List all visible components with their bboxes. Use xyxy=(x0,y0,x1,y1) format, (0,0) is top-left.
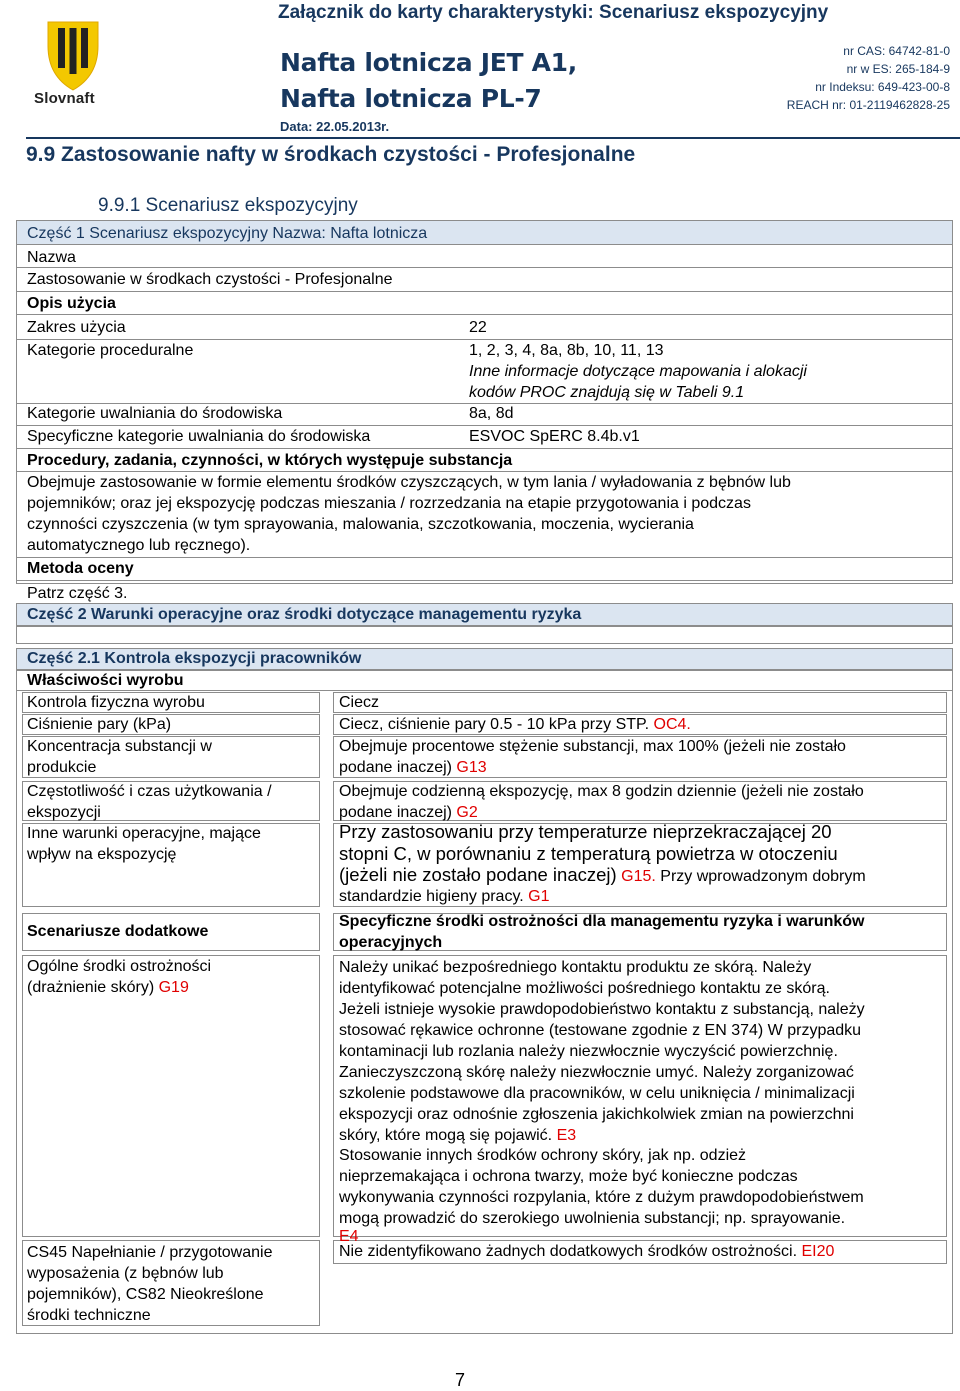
concentration-label-line1: Koncentracja substancji w xyxy=(27,738,212,755)
code-e4: E4 xyxy=(339,1228,359,1245)
general-text2-line1: Stosowanie innych środków ochrony skóry, jak np. odzież xyxy=(339,1147,747,1164)
general-text-line4: stosować rękawice ochronne (testowane zgodnie z EN 374) W przypadku xyxy=(339,1022,862,1039)
code-ei20: EI20 xyxy=(801,1243,835,1260)
reach-number: REACH nr: 01-2119462828-25 xyxy=(786,98,950,112)
general-text2-line2: nieprzemakająca i ochrona twarzy, może być konieczne podczas xyxy=(339,1168,798,1185)
index-number: nr Indeksu: 649-423-00-8 xyxy=(815,80,950,94)
name-value: Zastosowanie w środkach czystości - Profesjonalne xyxy=(27,271,393,288)
cas-number: nr CAS: 64742-81-0 xyxy=(843,44,950,58)
cs45-label-line1: CS45 Napełnianie / przygotowanie xyxy=(27,1244,273,1261)
procedures-line3: czynności czyszczenia (w tym sprayowania, malowania, szczotkowania, moczenia, wycierania xyxy=(27,516,694,533)
cs45-label-line2: wyposażenia (z bębnów lub xyxy=(27,1265,224,1282)
subsection-title: 9.9.1 Scenariusz ekspozycyjny xyxy=(98,195,358,216)
procedures-line4: automatycznego lub ręcznego). xyxy=(27,537,251,554)
concentration-label-line2: produkcie xyxy=(27,759,97,776)
other-conditions-line4: standardzie higieny pracy. G1 xyxy=(339,888,550,905)
procedures-line1: Obejmuje zastosowanie w formie elementu środków czyszczących, w tym lania / wyładowania z bębnów lub xyxy=(27,474,791,491)
document-title: Załącznik do karty charakterystyki: Scenariusz ekspozycyjny xyxy=(278,2,829,23)
specific-measures-line2: operacyjnych xyxy=(339,934,443,951)
cs45-label-line4: środki techniczne xyxy=(27,1307,151,1324)
product-name-line1: Nafta lotnicza JET A1, xyxy=(280,48,577,77)
general-text-line9: skóry, które mogą się pojawić. E3 xyxy=(339,1127,577,1144)
name-label: Nazwa xyxy=(27,249,76,266)
proc-category-value: 1, 2, 3, 4, 8a, 8b, 10, 11, 13 xyxy=(469,342,664,359)
additional-scenarios-label: Scenariusze dodatkowe xyxy=(27,923,209,940)
method-label: Metoda oceny xyxy=(27,560,134,577)
physical-form-label: Kontrola fizyczna wyrobu xyxy=(27,694,205,711)
general-text-line5: kontaminacji lub rozlania należy niezwłocznie wyczyścić powierzchnię. xyxy=(339,1043,838,1060)
code-g1: G1 xyxy=(528,888,550,905)
proc-note-line1: Inne informacje dotyczące mapowania i alokacji xyxy=(469,363,807,380)
proc-note-line2: kodów PROC znajdują się w Tabeli 9.1 xyxy=(469,384,745,401)
use-scope-value: 22 xyxy=(469,319,487,336)
frequency-label-line2: ekspozycji xyxy=(27,804,101,821)
document-date: Data: 22.05.2013r. xyxy=(280,119,390,134)
method-value: Patrz część 3. xyxy=(27,585,128,602)
general-text-line7: szkolenie podstawowe dla pracowników, w celu uniknięcia / minimalizacji xyxy=(339,1085,855,1102)
general-measures-label-line1: Ogólne środki ostrożności xyxy=(27,958,212,975)
other-conditions-line3: (jeżeli nie zostało podane inaczej) G15. Przy wprowadzonym dobrym xyxy=(339,864,866,885)
es-number: nr w ES: 265-184-9 xyxy=(846,62,950,76)
procedures-line2: pojemników; oraz jej ekspozycję podczas mieszania / rozrzedzania na etapie przygotowania i podczas xyxy=(27,495,751,512)
other-conditions-label-line2: wpływ na ekspozycję xyxy=(27,846,177,863)
spec-env-release-label: Specyficzne kategorie uwalniania do środowiska xyxy=(27,428,371,445)
env-release-value: 8a, 8d xyxy=(469,405,514,422)
slovnaft-logo xyxy=(30,18,116,110)
section-title: 9.9 Zastosowanie nafty w środkach czystości - Profesjonalne xyxy=(26,143,636,166)
cs45-value: Nie zidentyfikowano żadnych dodatkowych środków ostrożności. EI20 xyxy=(339,1243,835,1260)
page-number: 7 xyxy=(455,1370,466,1390)
part1-heading: Część 1 Scenariusz ekspozycyjny Nazwa: Nafta lotnicza xyxy=(27,225,428,242)
code-oc4: OC4. xyxy=(653,716,691,733)
part2-1-heading: Część 2.1 Kontrola ekspozycji pracowników xyxy=(27,650,362,667)
other-conditions-line2: stopni C, w porównaniu z temperaturą powietrza w otoczeniu xyxy=(339,843,838,864)
use-scope-label: Zakres użycia xyxy=(27,319,126,336)
code-g2: G2 xyxy=(456,804,478,821)
general-text-line3: Jeżeli istnieje wysokie prawdopodobieństwo kontaktu z substancją, należy xyxy=(339,1001,865,1018)
code-e3: E3 xyxy=(556,1127,577,1144)
concentration-value-line2: podane inaczej) G13 xyxy=(339,759,487,776)
general-measures-label-line2: (drażnienie skóry) G19 xyxy=(27,979,189,996)
logo-text: Slovnaft xyxy=(34,90,95,107)
use-description-label: Opis użycia xyxy=(27,295,116,312)
general-text-line2: identyfikować potencjalne możliwości pośredniego kontaktu ze skórą. xyxy=(339,980,830,997)
general-text2-line4: mogą prowadzić do szerokiego uwolnienia substancji; np. sprayowanie. xyxy=(339,1210,846,1227)
spec-env-release-value: ESVOC SpERC 8.4b.v1 xyxy=(469,428,640,445)
env-release-label: Kategorie uwalniania do środowiska xyxy=(27,405,283,422)
frequency-value-line2: podane inaczej) G2 xyxy=(339,804,478,821)
frequency-value-line1: Obejmuje codzienną ekspozycję, max 8 godzin dziennie (jeżeli nie zostało xyxy=(339,783,864,800)
proc-category-label: Kategorie proceduralne xyxy=(27,342,194,359)
cs45-label-line3: pojemników), CS82 Nieokreślone xyxy=(27,1286,264,1303)
code-g15: G15. xyxy=(621,868,656,885)
code-g13: G13 xyxy=(456,759,487,776)
concentration-value-line1: Obejmuje procentowe stężenie substancji, max 100% (jeżeli nie zostało xyxy=(339,738,846,755)
other-conditions-label-line1: Inne warunki operacyjne, mające xyxy=(27,825,261,842)
general-text-line8: ekspozycji oraz odnośnie zgłoszenia jakichkolwiek zmian na powierzchni xyxy=(339,1106,854,1123)
other-conditions-line1: Przy zastosowaniu przy temperaturze nieprzekraczającej 20 xyxy=(339,821,832,842)
physical-form-value: Ciecz xyxy=(339,694,380,711)
part2-heading: Część 2 Warunki operacyjne oraz środki dotyczące managementu ryzyka xyxy=(27,606,582,623)
header-divider xyxy=(26,137,960,139)
vapor-pressure-value: Ciecz, ciśnienie pary 0.5 - 10 kPa przy STP. OC4. xyxy=(339,716,691,733)
vapor-pressure-label: Ciśnienie pary (kPa) xyxy=(27,716,172,733)
part2-spacer-row xyxy=(16,626,953,644)
general-text-line6: Zanieczyszczoną skórę należy niezwłocznie umyć. Należy zorganizować xyxy=(339,1064,854,1081)
procedures-label: Procedury, zadania, czynności, w których występuje substancja xyxy=(27,452,513,469)
product-properties-label: Właściwości wyrobu xyxy=(27,672,184,689)
general-text2-line3: wykonywania czynności rozpylania, które z dużym prawdopodobieństwem xyxy=(339,1189,864,1206)
product-name-line2: Nafta lotnicza PL-7 xyxy=(280,84,542,113)
specific-measures-line1: Specyficzne środki ostrożności dla managementu ryzyka i warunków xyxy=(339,913,865,930)
general-text-line1: Należy unikać bezpośredniego kontaktu produktu ze skórą. Należy xyxy=(339,959,812,976)
frequency-label-line1: Częstotliwość i czas użytkowania / xyxy=(27,783,272,800)
code-g19: G19 xyxy=(158,979,189,996)
